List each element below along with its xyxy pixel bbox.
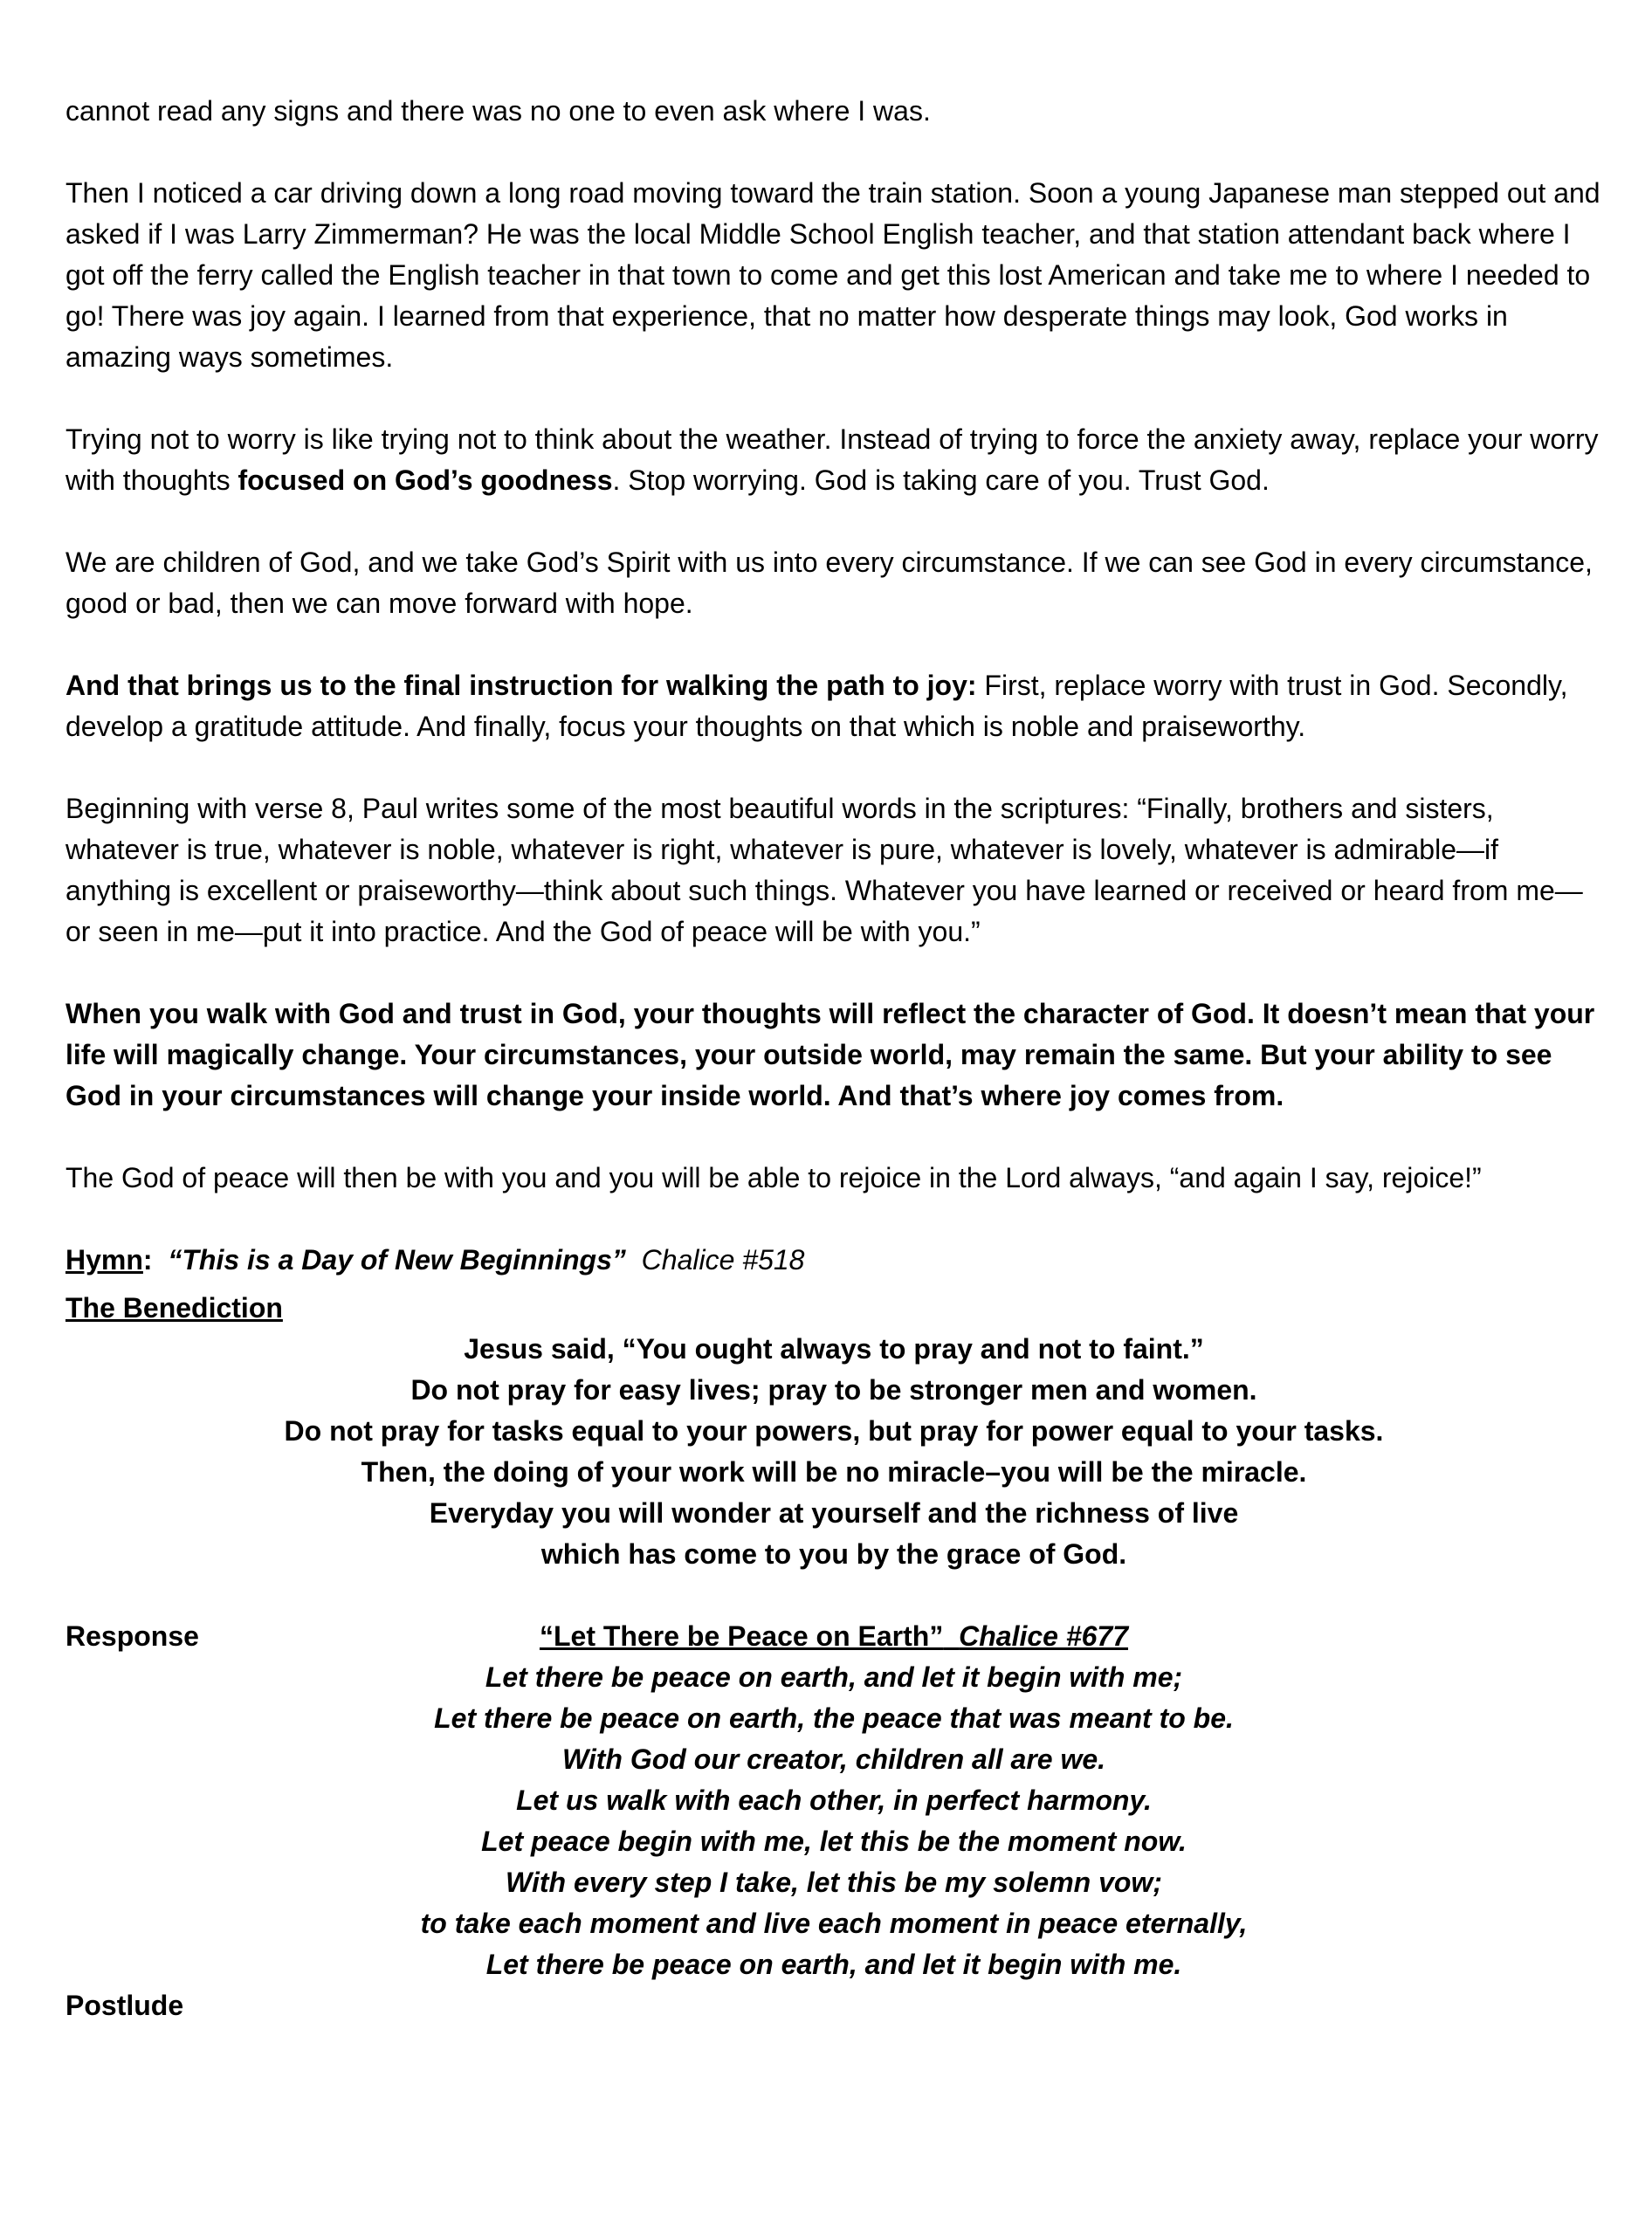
paragraph-walk-with-god: When you walk with God and trust in God, your thoughts will reflect the character of God. It doesn’t mean that your life will magically change. Your circumstances, your outside world, may remain the same. But your ability to see God in your circumstances will change your inside world. And that’s where joy comes from. (65, 998, 1595, 1111)
benediction-line: Do not pray for tasks equal to your powers, but pray for power equal to your tasks. (284, 1415, 1384, 1447)
paragraph-worry-text-b: . Stop worrying. God is taking care of you. Trust God. (612, 464, 1270, 496)
paragraph-children-of-god: We are children of God, and we take God’s Spirit with us into every circumstance. If we can see God in every circumstance, good or bad, then we can move forward with hope. (65, 547, 1593, 619)
response-row (65, 1616, 1602, 1657)
hymn-line (65, 1240, 1602, 1281)
response-title-line (65, 1616, 1602, 1657)
hymn-number: Chalice #518 (641, 1244, 805, 1276)
paragraph-god-of-peace: The God of peace will then be with you and you will be able to rejoice in the Lord always, “and again I say, rejoice!” (65, 1162, 1482, 1193)
paragraph-worry-text-a: Trying not to worry is like trying not to think about the weather. Instead of trying to force the anxiety away, replace your worry with thoughts (65, 423, 1599, 496)
hymn-title: “This is a Day of New Beginnings” (168, 1244, 626, 1276)
document-body (65, 91, 1602, 2026)
paragraph-verse-8: Beginning with verse 8, Paul writes some of the most beautiful words in the scriptures: “Finally, brothers and sisters, whatever is true, whatever is noble, whatever is right, whatever is pure, whatever is lovely, whatever is admirable—if anything is excellent or praiseworthy—think about such things. Whatever you have learned or received or heard from me—or seen in me—put it into practice. And the God of peace will be with you.” (65, 793, 1583, 947)
benediction-line: Jesus said, “You ought always to pray and not to faint.” (464, 1333, 1204, 1365)
response-label: Response (65, 1620, 199, 1652)
hymn-colon: : (142, 1244, 153, 1276)
paragraph-english-teacher: Then I noticed a car driving down a long road moving toward the train station. Soon a young Japanese man stepped out and asked if I was Larry Zimmerman? He was the local Middle School English teacher, and that station attendant back where I got off the ferry called the English teacher in that town to come and get this lost American and take me to where I needed to go! There was joy again. I learned from that experience, that no matter how desperate things may look, God works in amazing ways sometimes. (65, 177, 1600, 373)
benediction-line: which has come to you by the grace of God. (540, 1538, 1127, 1570)
paragraph-final-instruction-text: First, replace worry with trust in God. Secondly, develop a gratitude attitude. And finally, focus your thoughts on that which is noble and praiseworthy. (65, 670, 1568, 742)
hymn-label: Hymn (65, 1244, 143, 1276)
response-title: “Let There be Peace on Earth” (539, 1620, 944, 1652)
benediction-line: Then, the doing of your work will be no miracle–you will be the miracle. (361, 1456, 1307, 1488)
postlude-heading: Postlude (65, 1990, 184, 2021)
paragraph-worry-bold: focused on God’s goodness (237, 464, 613, 496)
lyric-line: Let peace begin with me, let this be the moment now. (481, 1826, 1187, 1857)
paragraph-final-instruction-bold: And that brings us to the final instruction for walking the path to joy: (65, 670, 977, 701)
lyric-line: to take each moment and live each moment in peace eternally, (420, 1908, 1248, 1939)
benediction-line: Do not pray for easy lives; pray to be stronger men and women. (410, 1374, 1257, 1406)
lyric-line: Let there be peace on earth, and let it begin with me; (485, 1661, 1183, 1693)
response-number: Chalice #677 (959, 1620, 1129, 1652)
paragraph-final-instruction (65, 665, 1602, 747)
response-lyrics (65, 1657, 1602, 1985)
lyric-line: Let there be peace on earth, the peace that was meant to be. (434, 1702, 1234, 1734)
paragraph-lost-signs: cannot read any signs and there was no one to even ask where I was. (65, 95, 931, 127)
paragraph-worry (65, 419, 1602, 501)
benediction-line: Everyday you will wonder at yourself and the richness of live (429, 1497, 1239, 1529)
lyric-line: With every step I take, let this be my solemn vow; (506, 1867, 1162, 1898)
lyric-line: With God our creator, children all are we. (561, 1743, 1106, 1775)
lyric-line: Let us walk with each other, in perfect harmony. (516, 1785, 1152, 1816)
benediction-text (65, 1329, 1602, 1575)
benediction-heading: The Benediction (65, 1292, 283, 1324)
lyric-line: Let there be peace on earth, and let it begin with me. (485, 1949, 1182, 1980)
